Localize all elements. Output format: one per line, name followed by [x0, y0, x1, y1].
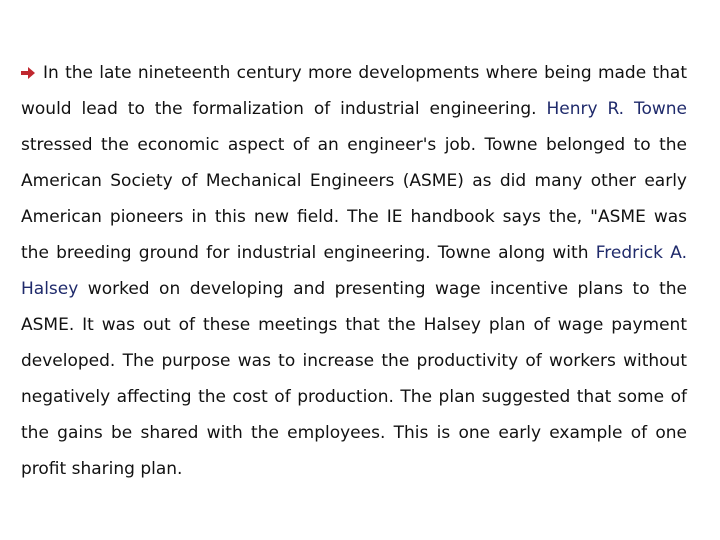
link-fredrick-halsey[interactable]: Fredrick A. Halsey: [21, 243, 687, 299]
text-segment: stressed the economic aspect of an engineer's job. Towne belonged to the American Society of Mechanical Engineers (ASME) as did many other early American pioneers in this new field. The IE handbook says the, "ASME was the breeding ground for industrial engineering. Towne along with: [21, 135, 687, 263]
text-segment: In the late nineteenth century more developments where being made that would lead to the formalization of industrial engineering.: [21, 63, 687, 119]
body-paragraph: [21, 55, 687, 487]
arrow-bullet-icon: [21, 56, 35, 68]
link-henry-towne[interactable]: Henry R. Towne: [546, 99, 687, 119]
text-segment: worked on developing and presenting wage incentive plans to the ASME. It was out of these meetings that the Halsey plan of wage payment developed. The purpose was to increase the productivity of workers without negatively affecting the cost of production. The plan suggested that some of the gains be shared with the employees. This is one early example of one profit sharing plan.: [21, 279, 687, 479]
